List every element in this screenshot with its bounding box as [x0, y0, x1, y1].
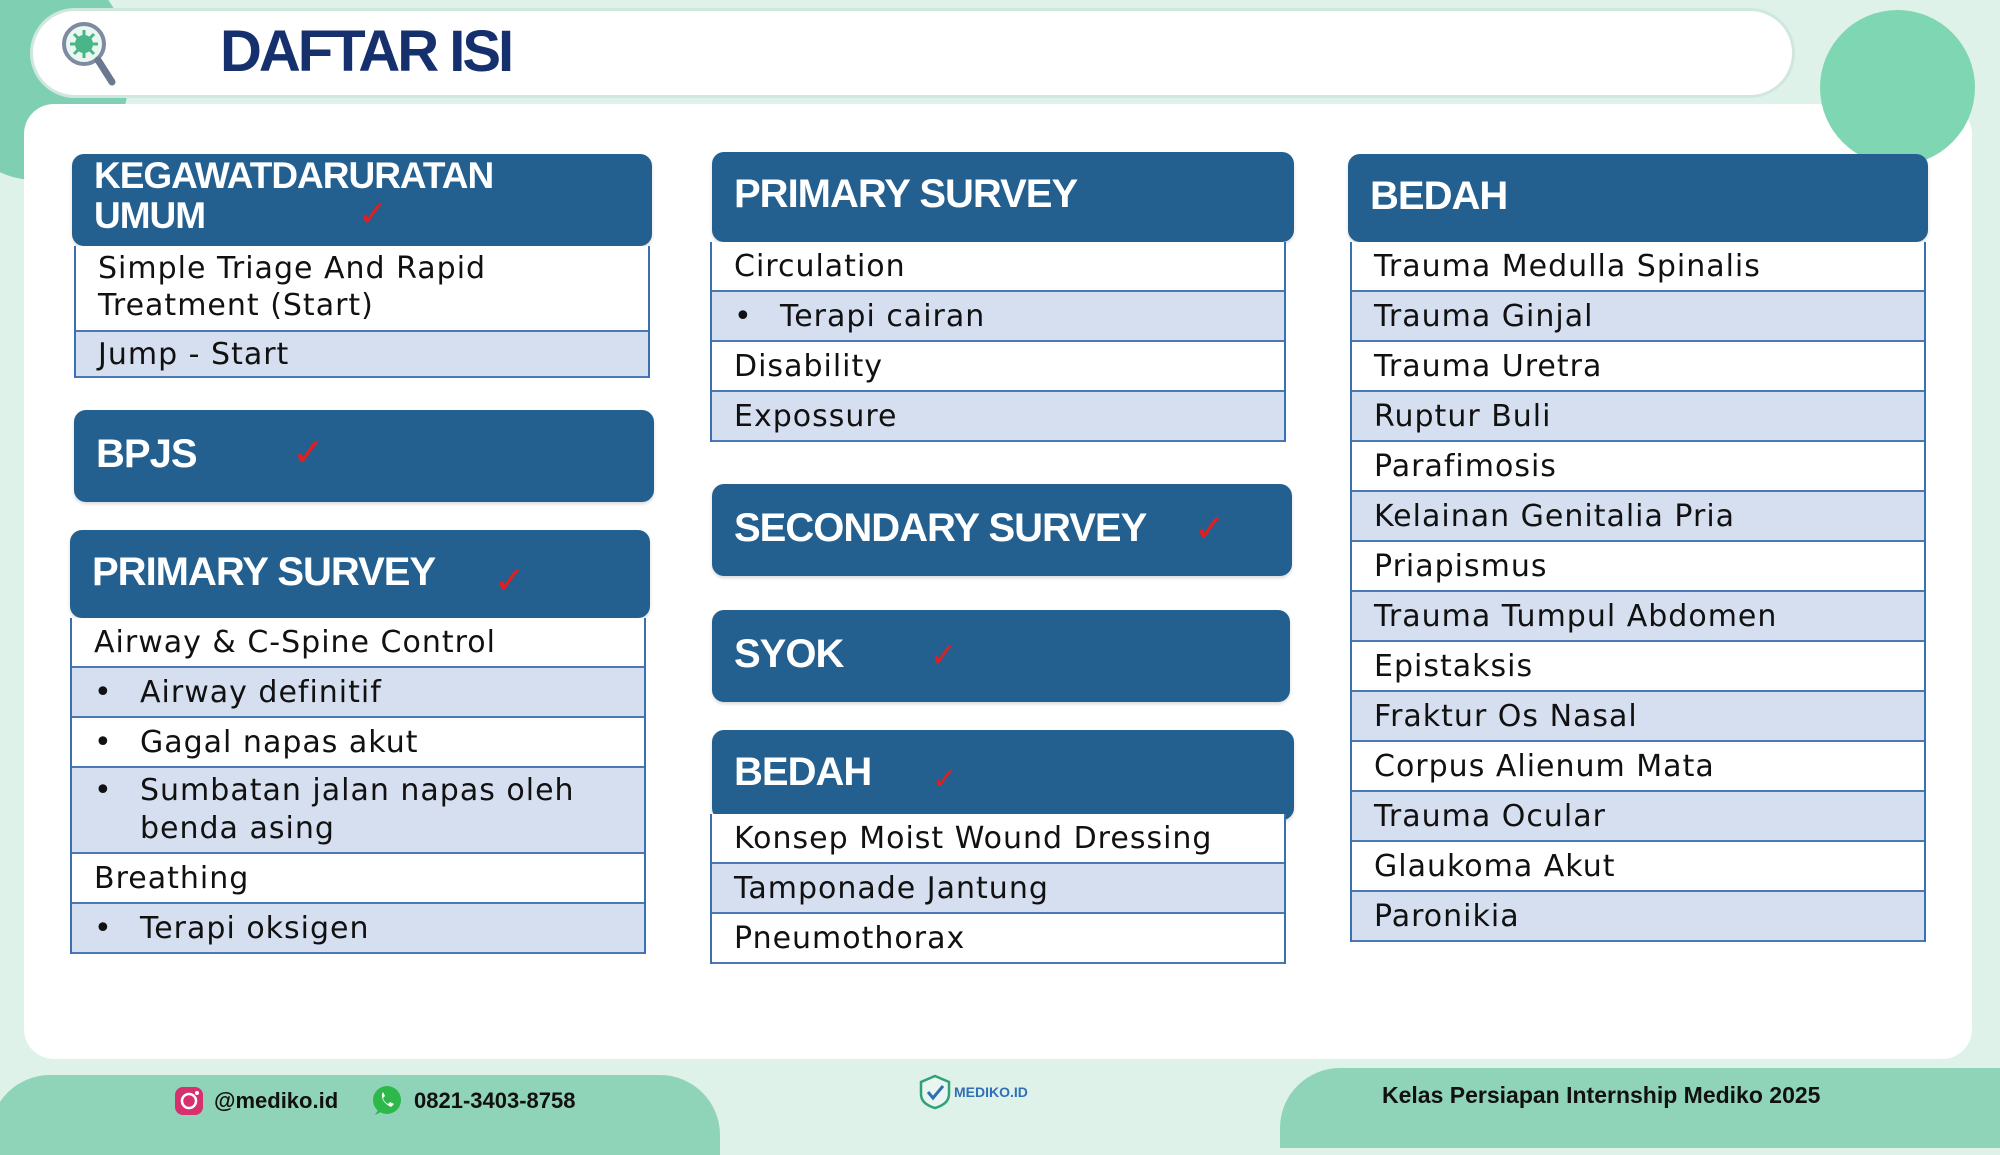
list-item-text — [140, 772, 575, 848]
footer-left-band — [0, 1075, 720, 1155]
list-item-text: Airway & C-Spine Control — [94, 624, 496, 660]
table-primary-survey-2 — [710, 242, 1286, 442]
list-item[interactable] — [1352, 592, 1924, 642]
list-item[interactable] — [72, 718, 644, 768]
list-item-text: Glaukoma Akut — [1374, 848, 1616, 884]
list-item[interactable] — [1352, 742, 1924, 792]
list-item[interactable] — [1352, 442, 1924, 492]
section-title: PRIMARY SURVEY — [92, 550, 436, 594]
section-header-secondary-survey[interactable] — [712, 484, 1292, 576]
bullet-icon: • — [94, 773, 113, 808]
section-header-bedah-3[interactable] — [1348, 154, 1928, 242]
page-title: DAFTAR ISI — [220, 19, 512, 84]
check-mark-icon: ✓ — [494, 558, 526, 602]
table-bedah-2 — [710, 814, 1286, 964]
section-header-bedah[interactable] — [712, 730, 1294, 820]
list-item[interactable] — [72, 668, 644, 718]
table-primary-survey — [70, 618, 646, 954]
list-item[interactable] — [72, 904, 644, 954]
list-item[interactable] — [72, 854, 644, 904]
list-item-text: Epistaksis — [1374, 648, 1534, 684]
whatsapp-icon[interactable] — [370, 1084, 404, 1118]
list-item[interactable] — [1352, 292, 1924, 342]
list-item-text: Trauma Ginjal — [1374, 298, 1594, 334]
list-item[interactable] — [1352, 392, 1924, 442]
list-item-text: Priapismus — [1374, 548, 1548, 584]
check-mark-icon: ✓ — [1194, 506, 1226, 550]
section-title-line2: UMUM — [94, 195, 206, 236]
list-item-text: Simple Triage And Rapid — [98, 251, 487, 286]
section-header-primary-survey[interactable] — [70, 530, 650, 618]
list-item[interactable] — [1352, 892, 1924, 942]
check-mark-icon: ✓ — [932, 762, 958, 797]
list-item-text: Parafimosis — [1374, 448, 1557, 484]
section-title: SYOK — [734, 632, 844, 676]
list-item-text: Corpus Alienum Mata — [1374, 748, 1715, 784]
list-item[interactable] — [712, 342, 1284, 392]
list-item-text-line1: Sumbatan jalan napas oleh — [140, 773, 575, 808]
section-title-line1: KEGAWATDARURATAN — [94, 155, 494, 196]
decorative-circle-right — [1820, 10, 1975, 165]
list-item[interactable] — [712, 292, 1284, 342]
list-item-text: Jump - Start — [98, 336, 290, 372]
list-item[interactable] — [712, 864, 1284, 914]
list-item[interactable] — [72, 768, 644, 854]
list-item[interactable] — [72, 618, 644, 668]
instagram-icon[interactable] — [174, 1086, 204, 1116]
list-item[interactable] — [712, 814, 1284, 864]
section-header-syok[interactable] — [712, 610, 1290, 702]
list-item-text: Trauma Tumpul Abdomen — [1374, 598, 1778, 634]
list-item[interactable] — [1352, 842, 1924, 892]
section-title: BEDAH — [734, 750, 872, 794]
list-item-text: Trauma Ocular — [1374, 798, 1606, 834]
list-item-text: Tamponade Jantung — [734, 870, 1049, 906]
table-kegawatdaruratan — [74, 246, 650, 378]
list-item[interactable] — [712, 242, 1284, 292]
list-item-text: Ruptur Buli — [1374, 398, 1552, 434]
check-mark-icon: ✓ — [930, 636, 957, 674]
list-item[interactable] — [712, 914, 1284, 964]
list-item-text: Airway definitif — [140, 674, 382, 710]
list-item-text: Konsep Moist Wound Dressing — [734, 820, 1213, 856]
section-header-primary-survey-2[interactable] — [712, 152, 1294, 242]
list-item-text: Treatment (Start) — [98, 288, 374, 323]
section-header-kegawatdaruratan[interactable] — [72, 154, 652, 246]
list-item[interactable] — [1352, 242, 1924, 292]
phone-number[interactable]: 0821-3403-8758 — [414, 1088, 576, 1113]
list-item-text: Pneumothorax — [734, 920, 966, 956]
list-item-text: Gagal napas akut — [140, 724, 419, 760]
list-item[interactable] — [1352, 342, 1924, 392]
list-item-text: Trauma Medulla Spinalis — [1374, 248, 1761, 284]
section-title: BEDAH — [1370, 174, 1508, 218]
magnifier-virus-icon — [58, 18, 118, 90]
brand-name: MEDIKO.ID — [954, 1084, 1028, 1100]
list-item-text: Paronikia — [1374, 898, 1520, 934]
section-header-bpjs[interactable] — [74, 410, 654, 502]
course-title: Kelas Persiapan Internship Mediko 2025 — [1382, 1082, 1821, 1108]
list-item[interactable] — [1352, 792, 1924, 842]
list-item[interactable] — [1352, 642, 1924, 692]
check-mark-icon: ✓ — [358, 194, 389, 235]
list-item[interactable] — [1352, 542, 1924, 592]
list-item-text: Disability — [734, 348, 884, 384]
list-item-text: Trauma Uretra — [1374, 348, 1603, 384]
list-item-text: Terapi oksigen — [140, 910, 370, 946]
bullet-icon: • — [94, 674, 113, 710]
bullet-icon: • — [94, 724, 113, 760]
list-item-text: Fraktur Os Nasal — [1374, 698, 1638, 734]
bullet-icon: • — [94, 910, 113, 946]
bullet-icon: • — [734, 298, 753, 334]
list-item-text: Circulation — [734, 248, 906, 284]
list-item-text: Kelainan Genitalia Pria — [1374, 498, 1736, 534]
mediko-logo-icon — [918, 1074, 952, 1110]
table-bedah-3 — [1350, 242, 1926, 942]
list-item[interactable] — [1352, 492, 1924, 542]
list-item-text-line2: benda asing — [140, 811, 335, 846]
list-item[interactable] — [76, 246, 648, 332]
section-title: SECONDARY SURVEY — [734, 506, 1147, 550]
list-item[interactable] — [76, 332, 648, 378]
list-item-text: Breathing — [94, 860, 250, 896]
list-item[interactable] — [1352, 692, 1924, 742]
list-item-text: Expossure — [734, 398, 898, 434]
list-item-text: Terapi cairan — [780, 298, 986, 334]
instagram-handle[interactable]: @mediko.id — [214, 1088, 339, 1113]
list-item[interactable] — [712, 392, 1284, 442]
section-title: BPJS — [96, 432, 197, 476]
check-mark-icon: ✓ — [292, 430, 326, 476]
section-title: PRIMARY SURVEY — [734, 172, 1078, 216]
